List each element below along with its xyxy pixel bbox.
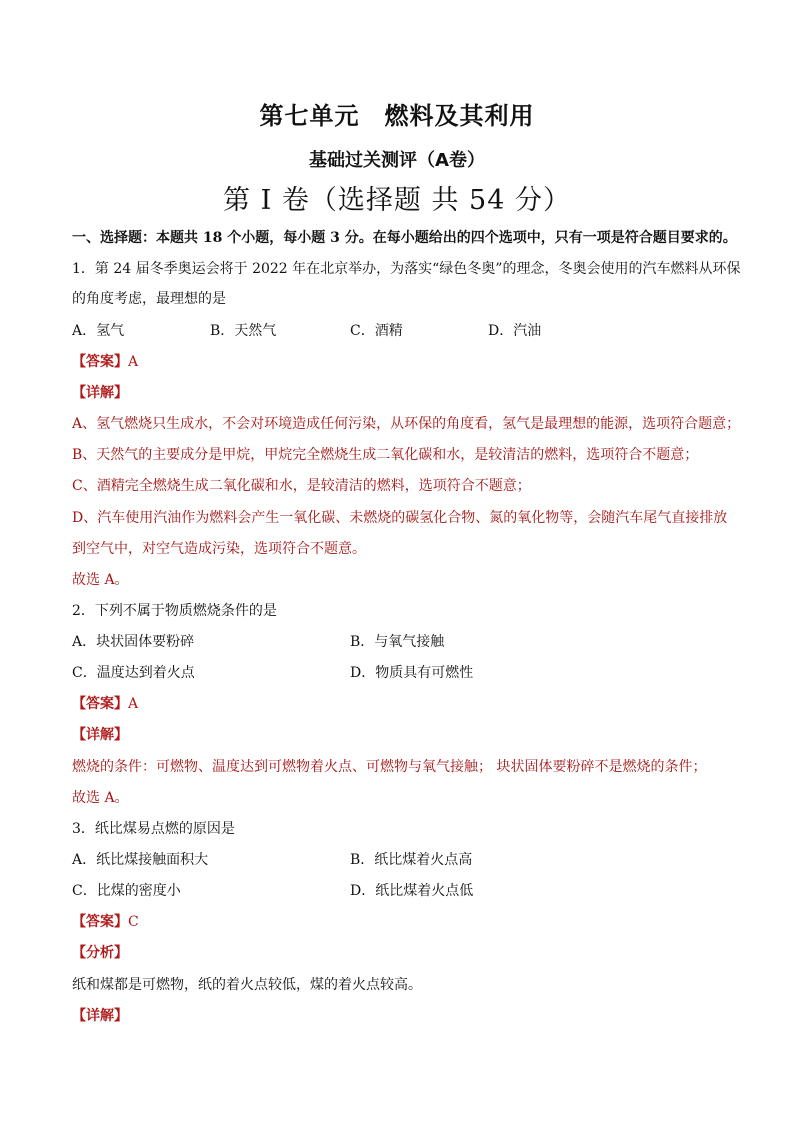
q1-answer-value: A (128, 354, 139, 370)
q2-option-a: A．块状固体要粉碎 (72, 634, 195, 650)
q1-explain-b: B、天然气的主要成分是甲烷，甲烷完全燃烧生成二氧化碳和水，是较清洁的燃料，选项符合不题意； (72, 447, 699, 463)
page-subtitle: 基础过关测评（A卷） (309, 150, 485, 171)
q3-option-c: C．比煤的密度小 (72, 883, 181, 899)
q1-explain-a: A、氢气燃烧只生成水，不会对环境造成任何污染，从环保的角度看，氢气是最理想的能源，选项符合题意； (72, 416, 741, 432)
q2-answer-label: 【答案】 (72, 696, 128, 712)
q3-answer-label: 【答案】 (72, 914, 128, 930)
q3-analysis-label: 【分析】 (72, 945, 128, 961)
q2-detail-label: 【详解】 (72, 727, 128, 743)
q2-option-d: D．物质具有可燃性 (350, 665, 474, 681)
q1-option-a: A．氢气 (72, 323, 125, 339)
q1-option-c: C．酒精 (350, 323, 403, 339)
q3-option-a: A．纸比煤接触面积大 (72, 852, 209, 868)
q1-explain-d2: 到空气中，对空气造成污染，选项符合不题意。 (72, 541, 366, 557)
q2-option-b: B．与氧气接触 (350, 634, 445, 650)
q1-answer-label: 【答案】 (72, 354, 128, 370)
q1-explain-c: C、酒精完全燃烧生成二氧化碳和水，是较清洁的燃料，选项符合不题意； (72, 478, 531, 494)
q1-stem-line1: 1．第 24 届冬季奥运会将于 2022 年在北京举办，为落实“绿色冬奥”的理念，冬奥会使用的汽车燃料从环保 (72, 261, 741, 277)
q1-stem-line2: 的角度考虑，最理想的是 (72, 291, 226, 307)
q1-detail-label: 【详解】 (72, 385, 128, 401)
q2-option-c: C．温度达到着火点 (72, 665, 195, 681)
q3-option-d: D．纸比煤着火点低 (350, 883, 474, 899)
q2-answer (72, 694, 732, 714)
q1-option-b: B．天然气 (210, 323, 277, 339)
q2-answer-value: A (128, 696, 139, 712)
section-instructions: 一、选择题：本题共 18 个小题，每小题 3 分。在每小题给出的四个选项中，只有一项是符合题目要求的。 (72, 230, 737, 246)
q3-option-b: B．纸比煤着火点高 (350, 852, 473, 868)
q3-answer (72, 912, 732, 932)
q2-explain: 燃烧的条件：可燃物、温度达到可燃物着火点、可燃物与氧气接触； 块状固体要粉碎不是燃烧的条件； (72, 759, 707, 775)
q3-stem: 3．纸比煤易点燃的原因是 (72, 821, 235, 837)
q1-answer (72, 352, 732, 372)
q3-detail-label: 【详解】 (72, 1008, 128, 1024)
q3-answer-value: C (128, 914, 139, 930)
q1-conclusion: 故选 A。 (72, 572, 129, 588)
q3-analysis: 纸和煤都是可燃物，纸的着火点较低，煤的着火点较高。 (72, 977, 422, 993)
page-title: 第七单元 燃料及其利用 (259, 102, 535, 130)
q1-option-d: D．汽油 (488, 323, 542, 339)
q1-explain-d1: D、汽车使用汽油作为燃料会产生一氧化碳、未燃烧的碳氢化合物、氮的氧化物等，会随汽车尾气直接排放 (72, 510, 728, 526)
q2-conclusion: 故选 A。 (72, 790, 129, 806)
volume-title: 第 I 卷（选择题 共 54 分） (223, 185, 571, 216)
q2-stem: 2．下列不属于物质燃烧条件的是 (72, 603, 277, 619)
